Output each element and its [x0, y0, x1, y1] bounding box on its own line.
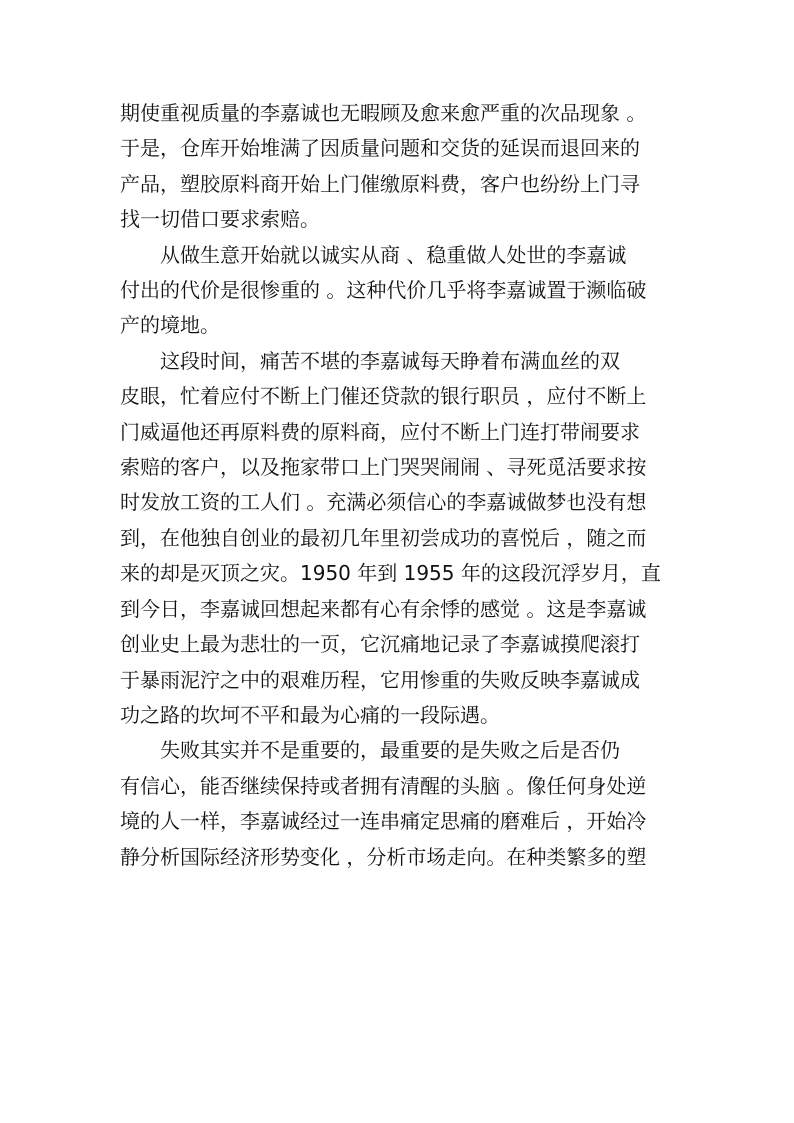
paragraph-1 — [120, 96, 680, 238]
text-line: 静分析国际经济形势变化 ，分析市场走向。在种类繁多的塑 — [120, 844, 647, 869]
text-line: 境的人一样，李嘉诚经过一连串痛定思痛的磨难后 ，开始冷 — [120, 809, 647, 834]
text-line: 于暴雨泥泞之中的艰难历程，它用惨重的失败反映李嘉诚成 — [120, 667, 640, 692]
text-line: 付出的代价是很惨重的 。这种代价几乎将李嘉诚置于濒临破 — [120, 278, 647, 303]
text-line: 来的却是灭顶之灾。1950 年到 1955 年的这段沉浮岁月，直 — [120, 561, 661, 586]
text-line: 时发放工资的工人们 。充满必须信心的李嘉诚做梦也没有想 — [120, 490, 647, 515]
text-line: 索赔的客户，以及拖家带口上门哭哭闹闹 、寻死觅活要求按 — [120, 455, 647, 480]
text-line: 到今日，李嘉诚回想起来都有心有余悸的感觉 。这是李嘉诚 — [120, 596, 647, 621]
text-line: 门威逼他还再原料费的原料商，应付不断上门连打带闹要求 — [120, 419, 640, 444]
text-line: 创业史上最为悲壮的一页，它沉痛地记录了李嘉诚摸爬滚打 — [120, 632, 640, 657]
paragraph-3 — [120, 344, 680, 733]
body-text — [120, 96, 680, 875]
text-line: 功之路的坎坷不平和最为心痛的一段际遇。 — [120, 702, 500, 727]
text-line: 有信心，能否继续保持或者拥有清醒的头脑 。像任何身处逆 — [120, 773, 647, 798]
text-line: 产品，塑胶原料商开始上门催缴原料费，客户也纷纷上门寻 — [120, 171, 640, 196]
text-line: 于是，仓库开始堆满了因质量问题和交货的延误而退回来的 — [120, 136, 640, 161]
text-line: 皮眼，忙着应付不断上门催还贷款的银行职员 ，应付不断上 — [120, 384, 647, 409]
text-line: 从做生意开始就以诚实从商 、稳重做人处世的李嘉诚 — [160, 242, 627, 267]
text-line: 失败其实并不是重要的，最重要的是失败之后是否仍 — [160, 738, 620, 763]
text-line: 到，在他独自创业的最初几年里初尝成功的喜悦后 ，随之而 — [120, 525, 647, 550]
text-line: 找一切借口要求索赔。 — [120, 207, 320, 232]
text-line: 期使重视质量的李嘉诚也无暇顾及愈来愈严重的次品现象 。 — [120, 101, 647, 125]
text-line: 产的境地。 — [120, 313, 220, 338]
paragraph-4 — [120, 733, 680, 875]
paragraph-2 — [120, 238, 680, 344]
text-line: 这段时间，痛苦不堪的李嘉诚每天睁着布满血丝的双 — [160, 348, 620, 373]
